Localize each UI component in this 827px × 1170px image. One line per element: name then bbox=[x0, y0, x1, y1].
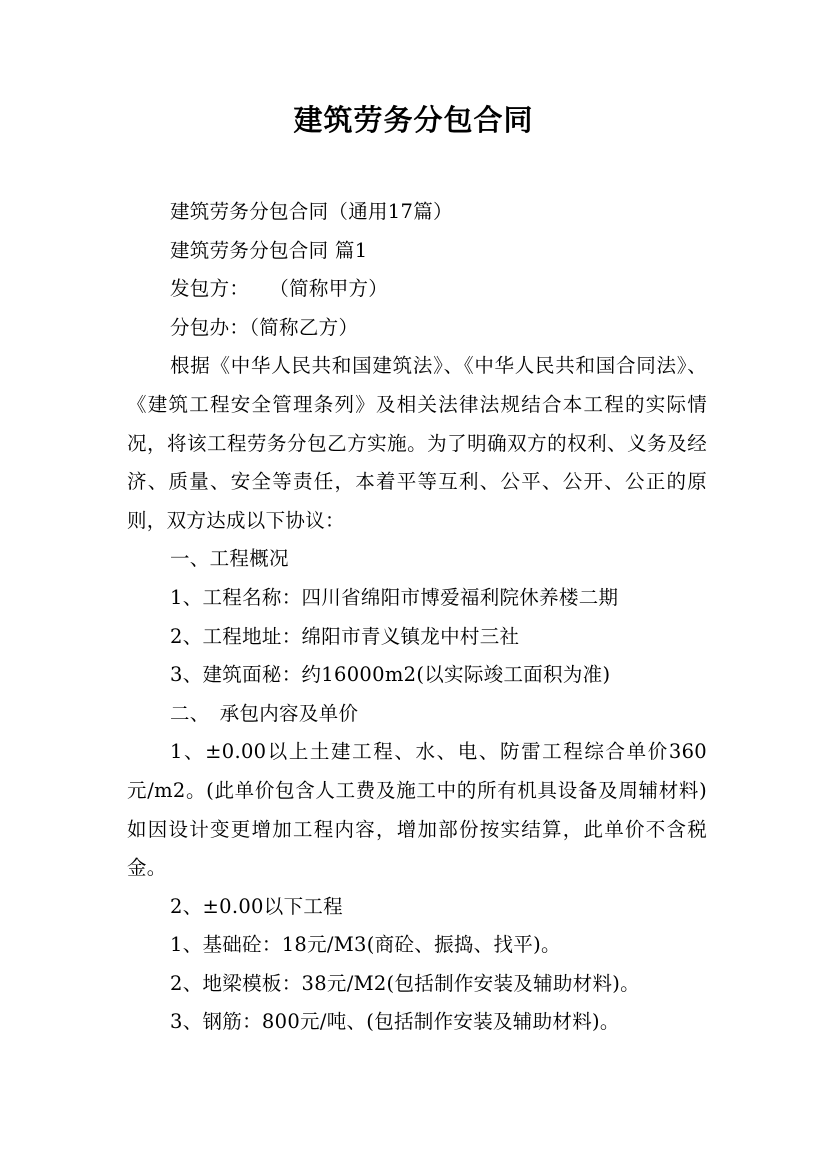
document-body bbox=[127, 193, 707, 1042]
paragraph-building-area: 3、建筑面秘：约16000m2(以实际竣工面积为准) bbox=[170, 663, 611, 687]
paragraph-section-title: 建筑劳务分包合同 篇1 bbox=[170, 238, 368, 262]
paragraph-above-ground-price: 1、±0.00以上土建工程、水、电、防雷工程综合单价360元/m2。(此单价包含人工费及施工中的所有机具设备及周辅材料)如因设计变更增加工程内容，增加部份按实结算，此单价不含税金。 bbox=[127, 740, 707, 880]
paragraph-heading-collection: 建筑劳务分包合同（通用17篇） bbox=[170, 200, 453, 223]
paragraph-project-address: 2、工程地址：绵阳市青义镇龙中村三社 bbox=[170, 624, 520, 648]
paragraph-rebar: 3、钢筋：800元/吨、(包括制作安装及辅助材料)。 bbox=[170, 1010, 620, 1034]
paragraph-below-ground-heading: 2、±0.00以下工程 bbox=[170, 894, 343, 918]
paragraph-preamble: 根据《中华人民共和国建筑法》、《中华人民共和国合同法》、《建筑工程安全管理条列》及相关法律法规结合本工程的实际情况，将该工程劳务分包乙方实施。为了明确双方的权利、义务及经济、质量、安全等责任，本着平等互利、公平、公开、公正的原则，双方达成以下协议： bbox=[127, 354, 707, 532]
paragraph-section-1-heading: 一、工程概况 bbox=[170, 547, 289, 571]
paragraph-contractor: 发包方： （简称甲方） bbox=[170, 277, 389, 301]
paragraph-foundation-concrete: 1、基础砼：18元/M3(商砼、振捣、找平)。 bbox=[170, 933, 561, 957]
paragraph-ground-beam-formwork: 2、地梁模板：38元/M2(包括制作安装及辅助材料)。 bbox=[170, 971, 640, 995]
paragraph-section-2-heading: 二、 承包内容及单价 bbox=[170, 701, 359, 725]
document-title: 建筑劳务分包合同 bbox=[293, 103, 534, 137]
paragraph-subcontractor: 分包办：（简称乙方） bbox=[170, 315, 359, 339]
paragraph-project-name: 1、工程名称：四川省绵阳市博爱福利院休养楼二期 bbox=[170, 585, 619, 609]
